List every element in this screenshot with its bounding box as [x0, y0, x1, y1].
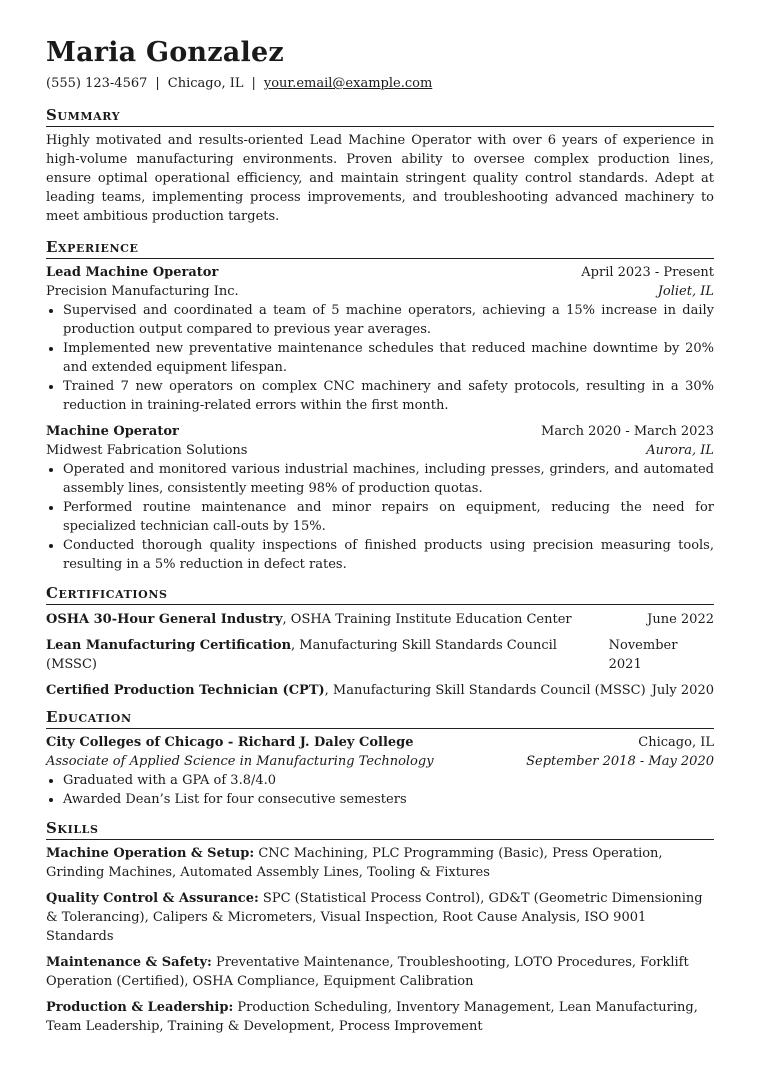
skill-group [46, 953, 714, 991]
list-item: • Trained 7 new operators on complex CNC machinery and safety protocols, resulting in a 30% reduction in training-related errors within the first month. [63, 377, 714, 415]
email-link[interactable]: your.email@example.com [263, 76, 433, 91]
job-entry [46, 263, 714, 415]
certifications-heading: Certifications [46, 584, 714, 605]
skill-label: Maintenance & Safety: [46, 955, 212, 970]
list-item: • Conducted thorough quality inspections of finished products using precision measuring tools, resulting in a 5% reduction in defect rates. [63, 536, 714, 574]
list-item: • Operated and monitored various industrial machines, including presses, grinders, and automated assembly lines, consistently meeting 98% of production quotas. [63, 460, 714, 498]
skill-label: Machine Operation & Setup: [46, 846, 255, 861]
skill-items: SPC (Statistical Process Control), GD&T (Geometric Dimensioning & Tolerancing), Calipers & Micrometers, Visual Inspection, Root Cause Analysis, ISO 9001 Standards [46, 891, 703, 944]
company-name: Midwest Fabrication Solutions [46, 443, 248, 458]
skill-group [46, 889, 714, 946]
education-dates: September 2018 - May 2020 [526, 754, 714, 769]
list-item: • Performed routine maintenance and minor repairs on equipment, reducing the need for specialized technician call-outs by 15%. [63, 498, 714, 536]
skill-label: Quality Control & Assurance: [46, 891, 259, 906]
skill-items: Preventative Maintenance, Troubleshooting, LOTO Procedures, Forklift Operation (Certified), OSHA Compliance, Equipment Calibration [46, 955, 689, 989]
list-item: • Supervised and coordinated a team of 5 machine operators, achieving a 15% increase in daily production output compared to previous year averages. [63, 301, 714, 339]
job-dates: March 2020 - March 2023 [541, 424, 714, 439]
skill-group [46, 998, 714, 1036]
certification-issuer: , Manufacturing Skill Standards Council (MSSC) [46, 638, 557, 672]
job-entry [46, 422, 714, 574]
skill-items: CNC Machining, PLC Programming (Basic), Press Operation, Grinding Machines, Automated Assembly Lines, Tooling & Fixtures [46, 846, 663, 880]
list-item: • Graduated with a GPA of 3.8/4.0 [63, 771, 714, 790]
summary-text: Highly motivated and results-oriented Lead Machine Operator with over 6 years of experience in high-volume manufacturing environments. Proven ability to oversee complex production lines, ensure optimal operational efficiency, and maintain stringent quality control standards. Adept at leading teams, implementing process improvements, and troubleshooting advanced machinery to meet ambitious production targets. [46, 133, 714, 224]
candidate-name: Maria Gonzalez [46, 37, 284, 68]
summary-heading: Summary [46, 106, 714, 127]
school-location: Chicago, IL [638, 735, 714, 750]
phone: (555) 123-4567 [46, 76, 148, 91]
certification-issuer: , Manufacturing Skill Standards Council (MSSC) [324, 683, 646, 698]
company-name: Precision Manufacturing Inc. [46, 284, 239, 299]
school-name: City Colleges of Chicago - Richard J. Daley College [46, 735, 414, 750]
job-title: Lead Machine Operator [46, 265, 219, 280]
certification-date: June 2022 [647, 612, 714, 627]
job-bullets [46, 301, 714, 415]
skill-label: Production & Leadership: [46, 1000, 234, 1015]
certification-item [46, 610, 714, 629]
job-bullets [46, 460, 714, 574]
contact-line [46, 75, 714, 93]
job-title: Machine Operator [46, 424, 179, 439]
separator: | [251, 76, 256, 91]
certification-item [46, 636, 714, 674]
job-location: Aurora, IL [646, 443, 714, 458]
separator: | [155, 76, 160, 91]
education-bullets [46, 771, 714, 809]
certification-name: Certified Production Technician (CPT) [46, 683, 325, 698]
degree: Associate of Applied Science in Manufacturing Technology [46, 754, 434, 769]
list-item: • Implemented new preventative maintenance schedules that reduced machine downtime by 20% and extended equipment lifespan. [63, 339, 714, 377]
list-item: • Awarded Dean’s List for four consecutive semesters [63, 790, 714, 809]
skills-heading: Skills [46, 819, 714, 840]
certification-item [46, 681, 714, 700]
certification-name: Lean Manufacturing Certification [46, 638, 292, 653]
job-location: Joliet, IL [657, 284, 714, 299]
education-heading: Education [46, 708, 714, 729]
experience-heading: Experience [46, 238, 714, 259]
skill-items: Production Scheduling, Inventory Management, Lean Manufacturing, Team Leadership, Training & Development, Process Improvement [46, 1000, 698, 1034]
location: Chicago, IL [167, 76, 244, 91]
skill-group [46, 844, 714, 882]
certification-date: July 2020 [651, 683, 714, 698]
certification-name: OSHA 30-Hour General Industry [46, 612, 283, 627]
certification-date: November 2021 [608, 638, 678, 672]
certification-issuer: , OSHA Training Institute Education Center [282, 612, 572, 627]
education-entry [46, 733, 714, 809]
job-dates: April 2023 - Present [581, 265, 714, 280]
